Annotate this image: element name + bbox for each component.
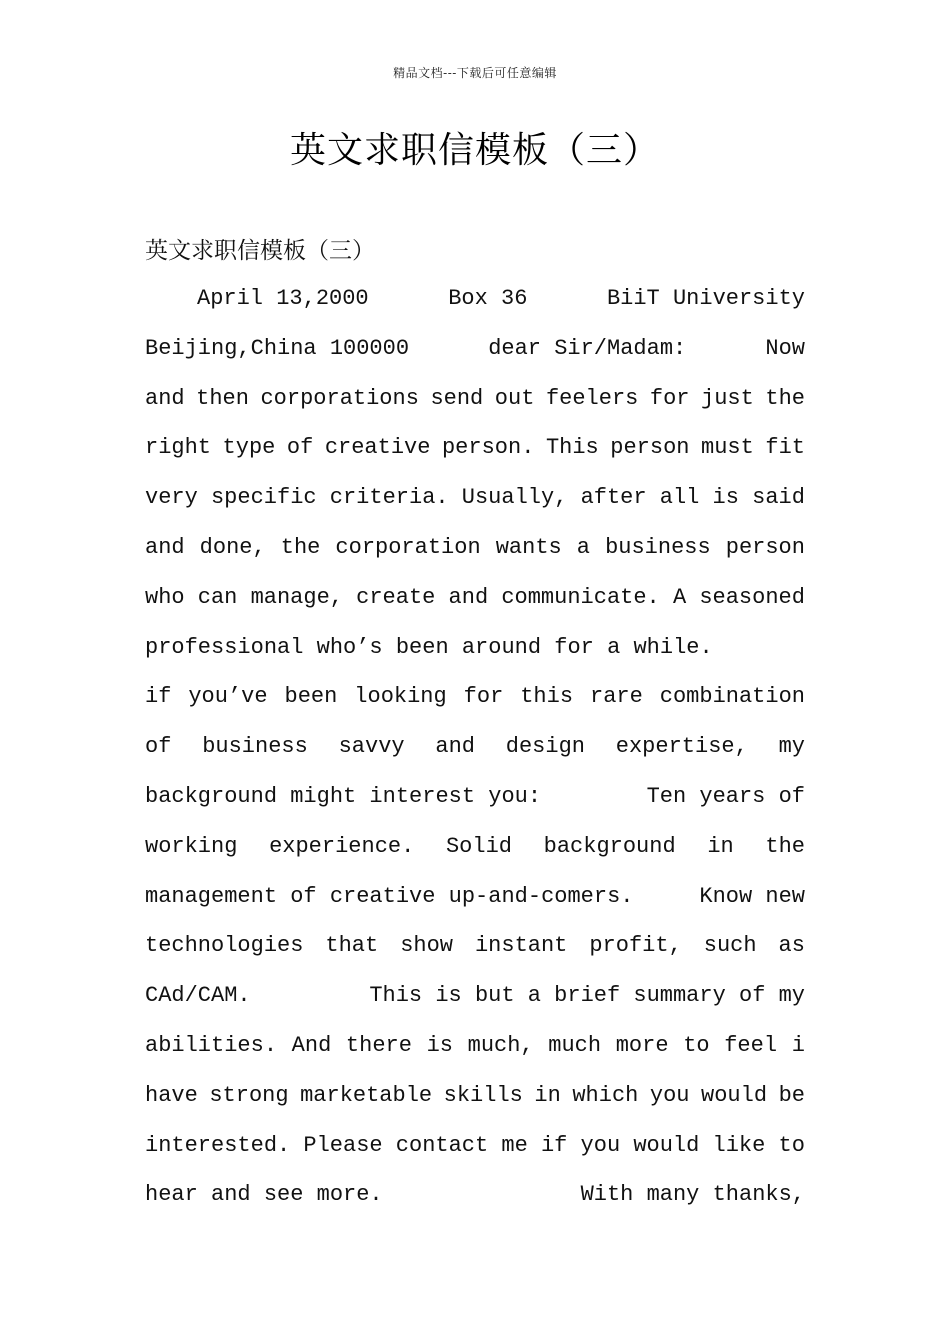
letter-text-segment: instant <box>474 933 568 959</box>
letter-line <box>145 479 805 529</box>
letter-text-segment: design <box>505 734 585 760</box>
letter-line <box>145 1176 805 1226</box>
letter-text-segment: marketable <box>300 1082 433 1108</box>
letter-text-segment: A <box>672 584 687 610</box>
letter-line <box>145 629 805 679</box>
letter-line <box>145 927 805 977</box>
letter-text-segment: seasoned <box>699 584 805 610</box>
letter-text-segment: you <box>580 1132 621 1158</box>
letter-text-segment: Beijing,China 100000 <box>145 335 410 361</box>
letter-text-segment: creative <box>324 435 431 461</box>
letter-text-segment: skills <box>443 1082 523 1108</box>
letter-line <box>145 330 805 380</box>
letter-line <box>145 878 805 928</box>
letter-text-segment: contact <box>395 1132 489 1158</box>
letter-text-segment: there <box>345 1032 412 1058</box>
letter-text-segment: in <box>534 1082 561 1108</box>
letter-text-segment: of <box>145 734 172 760</box>
letter-text-segment: Ten years of <box>646 783 805 809</box>
letter-text-segment: savvy <box>338 734 405 760</box>
letter-text-segment: background might interest you: <box>145 783 542 809</box>
letter-text-segment: April 13,2000 <box>197 286 369 311</box>
letter-text-segment: that <box>325 933 379 959</box>
letter-text-segment: you’ve <box>188 684 268 710</box>
letter-text-segment: business <box>202 734 308 760</box>
letter-text-segment: interested. <box>145 1132 291 1158</box>
letter-text-segment: and <box>145 534 185 560</box>
letter-line <box>145 1077 805 1127</box>
letter-text-segment: Usually, <box>461 485 568 511</box>
letter-text-segment: much <box>548 1032 602 1058</box>
letter-text-segment: a <box>576 534 590 560</box>
letter-text-segment: BiiT University <box>606 286 805 311</box>
letter-text-segment: This is but a brief summary of my <box>369 983 805 1009</box>
letter-text-segment: communicate. <box>501 584 660 610</box>
letter-text-segment: would <box>633 1132 700 1158</box>
letter-text-segment: send <box>430 385 484 411</box>
letter-text-segment: which <box>572 1082 639 1108</box>
letter-text-segment: right <box>145 435 212 461</box>
letter-text-segment: This <box>545 435 599 461</box>
letter-line <box>145 529 805 579</box>
letter-text-segment: i <box>791 1032 805 1058</box>
letter-text-segment: hear and see more. <box>145 1182 383 1208</box>
letter-text-segment: Solid <box>445 833 512 859</box>
letter-text-segment: feelers <box>545 385 639 411</box>
letter-text-segment: just <box>701 385 754 411</box>
letter-text-segment: With many thanks, <box>580 1182 805 1208</box>
letter-text-segment: business <box>605 534 711 560</box>
letter-text-segment: corporation <box>335 534 481 560</box>
letter-text-segment: if <box>145 684 172 710</box>
letter-text-segment: all <box>659 485 700 511</box>
letter-text-segment: been <box>284 684 338 710</box>
letter-line <box>145 1127 805 1177</box>
letter-text-segment: as <box>778 933 805 959</box>
letter-text-segment: for <box>649 385 690 411</box>
letter-text-segment: technologies <box>145 933 304 959</box>
letter-text-segment: criteria. <box>329 485 449 511</box>
letter-text-segment: to <box>778 1132 805 1158</box>
letter-line <box>145 828 805 878</box>
letter-text-segment: show <box>400 933 453 959</box>
letter-text-segment: like <box>712 1132 766 1158</box>
letter-text-segment: done, <box>199 534 266 560</box>
letter-text-segment: strong <box>209 1082 289 1108</box>
letter-text-segment: the <box>765 385 805 411</box>
letter-text-segment: who <box>145 584 185 610</box>
letter-text-segment: is <box>712 485 739 511</box>
letter-text-segment: can <box>197 584 238 610</box>
letter-text-segment: and <box>448 584 489 610</box>
letter-line <box>145 380 805 430</box>
letter-text-segment: Now <box>765 335 805 361</box>
letter-text-segment: the <box>280 534 321 560</box>
letter-text-segment: said <box>752 485 805 511</box>
letter-text-segment: manage, <box>250 584 343 610</box>
letter-text-segment: be <box>778 1082 805 1108</box>
letter-line <box>145 678 805 728</box>
letter-text-segment: background <box>543 833 676 859</box>
letter-line <box>145 579 805 629</box>
section-subheading: 英文求职信模板（三） <box>145 238 375 264</box>
letter-text-segment: my <box>778 734 805 760</box>
letter-text-segment: type <box>222 435 276 461</box>
letter-text-segment: more <box>615 1032 669 1058</box>
letter-text-segment: have <box>145 1082 198 1108</box>
letter-text-segment: specific <box>210 485 317 511</box>
letter-text-segment: working <box>145 833 238 859</box>
letter-text-segment: profit, <box>589 933 682 959</box>
letter-line <box>145 280 805 330</box>
letter-text-segment: combination <box>659 684 805 710</box>
letter-text-segment: create <box>356 584 436 610</box>
letter-body <box>145 280 805 1226</box>
letter-text-segment: Know new <box>699 883 805 909</box>
letter-text-segment: out <box>494 385 535 411</box>
letter-text-segment: expertise, <box>615 734 748 760</box>
letter-text-segment: person <box>725 534 805 560</box>
letter-text-segment: must <box>701 435 754 461</box>
letter-text-segment: person <box>610 435 690 461</box>
letter-text-segment: after <box>580 485 647 511</box>
letter-line <box>145 728 805 778</box>
letter-text-segment: very <box>145 485 198 511</box>
letter-text-segment: feel <box>724 1032 778 1058</box>
letter-text-segment: And <box>291 1032 332 1058</box>
letter-text-segment: much, <box>467 1032 534 1058</box>
letter-text-segment: and <box>435 734 475 760</box>
letter-text-segment: this <box>520 684 574 710</box>
letter-text-segment: and <box>145 385 185 411</box>
header-note: 精品文档---下载后可任意编辑 <box>393 66 557 80</box>
letter-text-segment: then <box>196 385 249 411</box>
letter-text-segment: dear Sir/Madam: <box>488 335 687 361</box>
letter-text-segment: looking <box>354 684 447 710</box>
letter-text-segment: in <box>707 833 734 859</box>
letter-line <box>145 1027 805 1077</box>
letter-text-segment: of <box>286 435 314 461</box>
letter-line <box>145 778 805 828</box>
letter-text-segment: you <box>649 1082 690 1108</box>
letter-text-segment: me <box>501 1132 528 1158</box>
letter-text-segment: management of creative up-and-comers. <box>145 883 634 909</box>
letter-text-segment: professional who’s been around for a while. <box>145 634 713 660</box>
letter-text-segment: to <box>683 1032 710 1058</box>
letter-text-segment: is <box>426 1032 453 1058</box>
letter-text-segment: Box 36 <box>448 286 528 311</box>
letter-text-segment: rare <box>590 684 643 710</box>
letter-text-segment: if <box>540 1132 568 1158</box>
letter-text-segment: corporations <box>260 385 419 411</box>
letter-text-segment: abilities. <box>145 1032 278 1058</box>
letter-text-segment: would <box>701 1082 768 1108</box>
letter-text-segment: fit <box>765 435 805 461</box>
letter-text-segment: such <box>703 933 757 959</box>
letter-line <box>145 429 805 479</box>
letter-line <box>145 977 805 1027</box>
letter-text-segment: CAd/CAM. <box>145 983 251 1009</box>
letter-text-segment: Please <box>303 1132 383 1158</box>
letter-text-segment: wants <box>495 534 562 560</box>
letter-text-segment: the <box>765 833 805 859</box>
document-title: 英文求职信模板（三） <box>289 130 660 171</box>
letter-text-segment: for <box>463 684 504 710</box>
letter-text-segment: person. <box>441 435 535 461</box>
letter-text-segment: experience. <box>269 833 415 859</box>
